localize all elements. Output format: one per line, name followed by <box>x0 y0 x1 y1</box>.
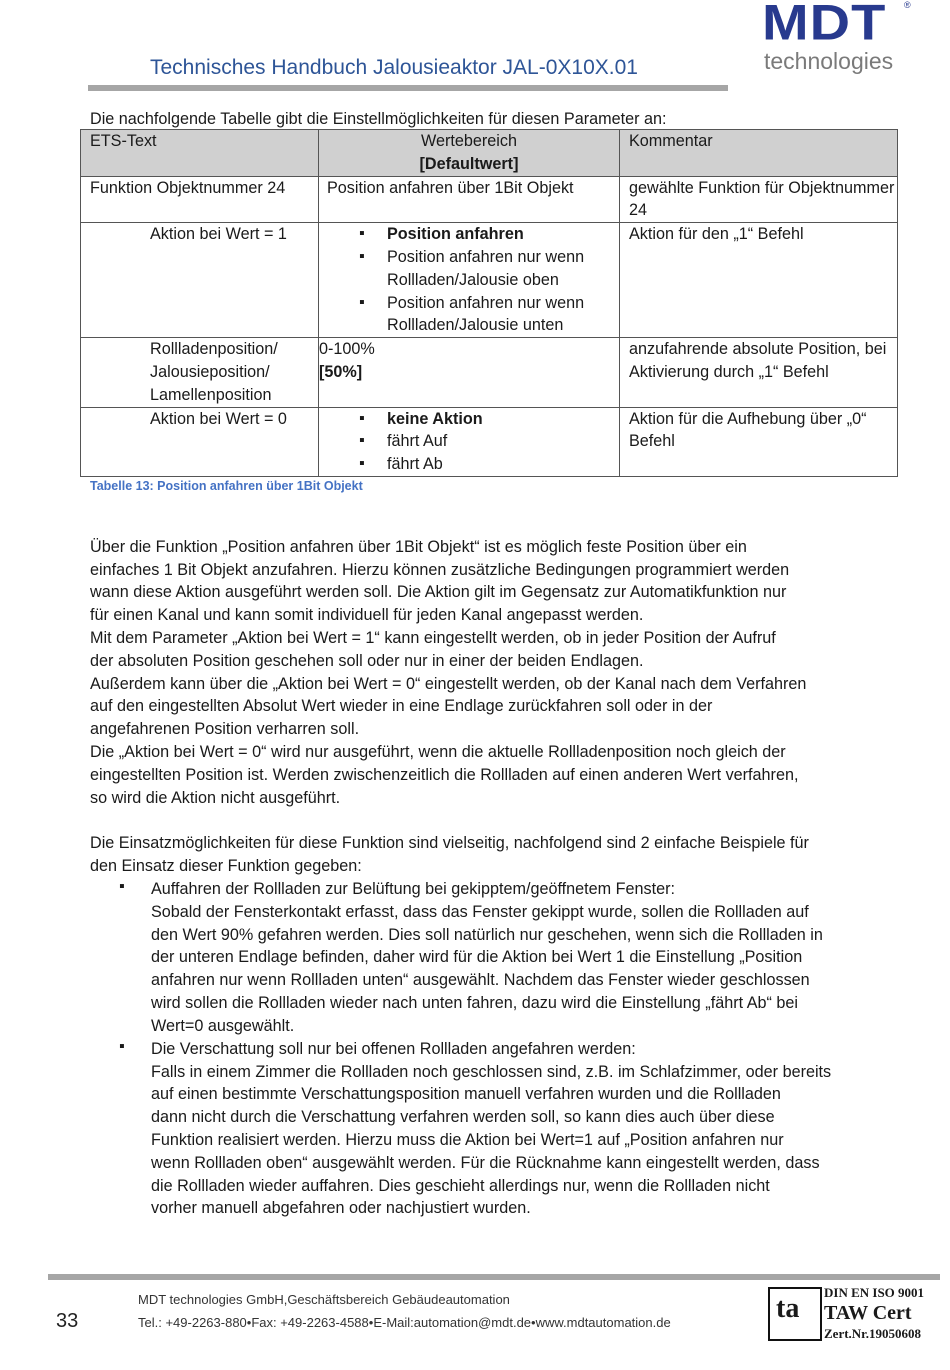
paragraph-line: angefahrenen Position verharren soll. <box>90 720 360 738</box>
table-row <box>81 176 898 223</box>
example-line: den Wert 90% gefahren werden. Dies soll natürlich nur geschehen, wenn sich die Rollladen in <box>151 926 823 944</box>
option-item: ▪ Position anfahren <box>359 223 619 246</box>
example-line: der unteren Endlage befinden, daher wird für die Aktion bei Wert 1 die Einstellung „Position <box>151 948 803 966</box>
bullet-square-icon: ▪ <box>119 1038 125 1055</box>
example-line: wenn Rollladen oben“ ausgewählt werden. Für die Rücknahme kann eingestellt werden, dass <box>151 1154 820 1172</box>
paragraph-line: Außerdem kann über die „Aktion bei Wert = 0“ eingestellt werden, ob der Kanal nach dem Verfahren <box>90 675 807 693</box>
example-line: Wert=0 ausgewählt. <box>151 1017 295 1035</box>
example-line: anfahren nur wenn Rollladen unten“ ausgewählt. Nachdem das Fenster wieder geschlossen <box>151 971 810 989</box>
paragraph-line: Über die Funktion „Position anfahren über 1Bit Objekt“ ist es möglich feste Position über ein <box>90 538 747 556</box>
mdt-logo <box>762 0 912 78</box>
option-item: ▪ Position anfahren nur wenn Rollladen/Jalousie oben <box>359 246 619 292</box>
example-line: Falls in einem Zimmer die Rollladen noch geschlossen sind, z.B. im Schlafzimmer, oder bereits <box>151 1063 832 1081</box>
cell-value: Position anfahren über 1Bit Objekt <box>319 176 620 223</box>
example-title: Auffahren der Rollladen zur Belüftung bei gekipptem/geöffnetem Fenster: <box>151 880 676 898</box>
paragraph-line: für einen Kanal und kann somit individuell für jeden Kanal angepasst werden. <box>90 606 644 624</box>
option-item: ▪ fährt Auf <box>359 430 619 453</box>
value-default: [50%] <box>319 362 363 381</box>
cell-comment: Aktion für den „1“ Befehl <box>620 223 898 338</box>
taw-cert-logo-letters: ta <box>776 1293 800 1324</box>
bullet-square-icon: ▪ <box>119 878 125 895</box>
option-item: ▪ fährt Ab <box>359 453 619 476</box>
header-wertebereich <box>319 130 620 177</box>
table-row <box>81 407 898 476</box>
example-line: vorher manuell abgefahren oder nachjustiert wurden. <box>151 1199 531 1217</box>
header-defaultwert-label: [Defaultwert] <box>419 154 519 173</box>
option-item: ▪ keine Aktion <box>359 408 619 431</box>
cell-ets-text: Funktion Objektnummer 24 <box>81 176 319 223</box>
paragraph-line: den Einsatz dieser Funktion gegeben: <box>90 857 362 875</box>
table-row <box>81 223 898 338</box>
taw-cert-logo <box>768 1287 822 1341</box>
example-line: dann nicht durch die Verschattung verfahren werden soll, so kann dies auch über diese <box>151 1108 775 1126</box>
paragraph-line: eingestellten Position ist. Werden zwischenzeitlich die Rollladen auf einen anderen Wert verfahren, <box>90 766 799 784</box>
cert-standard: DIN EN ISO 9001 <box>824 1285 925 1300</box>
logo-wordmark: MDT <box>762 0 887 51</box>
header-wertebereich-label: Wertebereich <box>421 132 517 150</box>
cell-value <box>319 223 620 338</box>
cell-comment: anzufahrende absolute Position, bei Aktivierung durch „1“ Befehl <box>620 338 898 407</box>
cell-ets-text: Aktion bei Wert = 0 <box>81 407 319 476</box>
footer-company: MDT technologies GmbH,Geschäftsbereich Gebäudeautomation <box>138 1292 510 1307</box>
footer-contact: Tel.: +49-2263-880•Fax: +49-2263-4588•E-Mail:automation@mdt.de•www.mdtautomation.de <box>138 1315 671 1330</box>
footer-divider <box>48 1274 940 1280</box>
page-number: 33 <box>56 1310 79 1332</box>
paragraph-line: wann diese Aktion ausgeführt werden soll. Die Aktion gilt im Gegensatz zur Automatikfunktion nur <box>90 583 787 601</box>
header-ets-text: ETS-Text <box>81 130 319 177</box>
table-caption: Tabelle 13: Position anfahren über 1Bit Objekt <box>90 479 363 493</box>
cell-value <box>319 338 620 407</box>
cell-ets-text: Aktion bei Wert = 1 <box>81 223 319 338</box>
table-header-row <box>81 130 898 177</box>
table-intro: Die nachfolgende Tabelle gibt die Einstellmöglichkeiten für diesen Parameter an: <box>90 110 667 128</box>
registered-mark: ® <box>904 0 911 10</box>
cell-comment: gewählte Funktion für Objektnummer 24 <box>620 176 898 223</box>
example-line: Funktion realisiert werden. Hierzu muss die Aktion bei Wert=1 auf „Position anfahren nur <box>151 1131 784 1149</box>
logo-subtitle: technologies <box>764 48 894 74</box>
option-list <box>359 223 619 337</box>
cell-ets-text: Rollladenposition/ Jalousieposition/ Lamellenposition <box>81 338 319 407</box>
paragraph-line: der absoluten Position geschehen soll oder nur in einer der beiden Endlagen. <box>90 652 644 670</box>
example-line: die Rollladen wieder auffahren. Dies geschieht allerdings nur, wenn die Rollladen nicht <box>151 1177 770 1195</box>
cell-value <box>319 407 620 476</box>
paragraph-line: Die Einsatzmöglichkeiten für diese Funktion sind vielseitig, nachfolgend sind 2 einfache Beispiele für <box>90 834 809 852</box>
table-row <box>81 338 898 407</box>
cert-number: Zert.Nr.19050608 <box>824 1326 922 1341</box>
header-divider <box>88 85 728 91</box>
document-title: Technisches Handbuch Jalousieaktor JAL-0X10X.01 <box>150 56 638 79</box>
example-line: Sobald der Fensterkontakt erfasst, dass das Fenster gekippt wurde, sollen die Rollladen auf <box>151 903 809 921</box>
example-line: wird sollen die Rollladen wieder nach unten fahren, dazu wird die Einstellung „fährt Ab“ bei <box>151 994 798 1012</box>
parameter-table <box>80 129 898 477</box>
example-title: Die Verschattung soll nur bei offenen Rollladen angefahren werden: <box>151 1040 636 1058</box>
paragraph-line: einfaches 1 Bit Objekt anzufahren. Hierzu können zusätzliche Bedingungen programmiert werden <box>90 561 790 579</box>
paragraph-line: Die „Aktion bei Wert = 0“ wird nur ausgeführt, wenn die aktuelle Rollladenposition noch gleich der <box>90 743 786 761</box>
option-item: ▪ Position anfahren nur wenn Rollladen/Jalousie unten <box>359 292 619 338</box>
example-line: auf einen bestimmte Verschattungsposition manuell verfahren wurden und die Rollladen <box>151 1085 781 1103</box>
cell-comment: Aktion für die Aufhebung über „0“ Befehl <box>620 407 898 476</box>
value-range: 0-100% <box>319 340 375 359</box>
cert-issuer: TAW Cert <box>824 1302 912 1324</box>
header-kommentar: Kommentar <box>620 130 898 177</box>
option-list <box>359 408 619 476</box>
paragraph-line: so wird die Aktion nicht ausgeführt. <box>90 789 341 807</box>
iso-certification-badge <box>768 1285 938 1345</box>
paragraph-line: Mit dem Parameter „Aktion bei Wert = 1“ kann eingestellt werden, ob in jeder Position der Aufruf <box>90 629 776 647</box>
paragraph-line: auf den eingestellten Absolut Wert wieder in eine Endlage zurückfahren soll oder in der <box>90 697 713 715</box>
